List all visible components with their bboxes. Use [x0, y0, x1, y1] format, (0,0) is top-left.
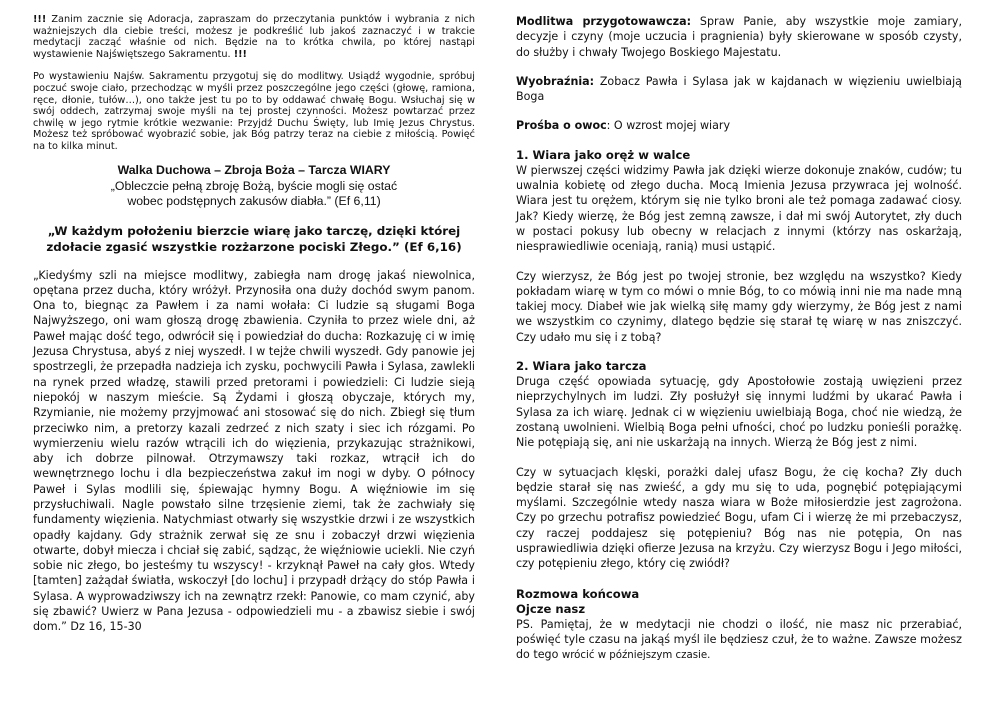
fruit-request-text: : O wzrost mojej wiary: [606, 119, 731, 133]
preparatory-prayer: [516, 14, 962, 60]
intro-marks-open: !!!: [33, 14, 47, 25]
meditation-title: Walka Duchowa – Zbroja Boża – Tarcza WIARY: [117, 162, 391, 177]
preparatory-prayer-text: Spraw Panie, aby wszystkie moje zamiary, decyzje i czyny (moje uczucia i pragnienia) były skierowane w sposób czysty, do służby i chwały Twojego Boskiego Majestatu.: [516, 15, 962, 59]
point-1-question: Czy wierzysz, że Bóg jest po twojej stronie, bez względu na wszystko? Kiedy pokładam wiarę w tym co mówi o mnie Bóg, to co mówią inni nie ma nade mną takiej mocy. Diabeł wie jak wielką siłę mamy gdy wierzymy, że Bóg jest z nami we wszystkim co czynimy, dlatego będzie się starał tę wiarę w nas zniszczyć. Czy udało mu się i z tobą?: [516, 269, 962, 344]
ps-note: [516, 617, 962, 664]
intro-note: [33, 14, 475, 60]
point-2-heading: 2. Wiara jako tarcza: [516, 359, 647, 374]
right-column: [516, 14, 962, 664]
ps-text: PS. Pamiętaj, że w medytacji nie chodzi o ilość, nie masz nic przerabiać, poświęć tyle czasu na jakąś myśl ile będziesz czuł, że to ważne. Zawsze możesz do tego: [516, 617, 962, 662]
subtitle-line-1: „Obleczcie pełną zbroję Bożą, byście mogli się ostać: [110, 178, 398, 193]
point-2-text: Druga część opowiada sytuację, gdy Apostołowie zostają uwięzieni przez nieprzychylnych im ludzi. Zły posłużył się innymi ludźmi by ukarać Pawła i Sylasa za ich wiarę. Jednak ci w więzieniu uwielbiają Boga, choć nie wiedzą, że zostaną uwolnieni. Wielbią Boga pełni ufności, choć po ludzku ponieśli porażkę. Nie potępiają się, ani nie uskarżają na innych. Wierzą że Bóg jest z nimi.: [516, 375, 962, 450]
point-1-heading: 1. Wiara jako oręż w walce: [516, 147, 691, 162]
imagination-text: Zobacz Pawła i Sylasa jak w kajdanach w więzieniu uwielbiają Boga: [516, 74, 962, 104]
point-1-text: W pierwszej części widzimy Pawła jak dzięki wierze dokonuje znaków, cudów; tu uwalnia kobietę od złego ducha. Mocą Imienia Jezusa przywraca jej wolność. Wiara jest tu orężem, którym się nie tylko broni ale też pomaga zadawać ciosy. Jak? Kiedy wierzę, że Bóg jest zemną zawsze, i dał mi swój Autorytet, zły duch w postaci pokusy lub obecny w relacjach z innymi (którzy nas oskarżają, niesprawiedliwie oceniają, ranią) musi ustąpić.: [516, 163, 962, 254]
subtitle-line-2: wobec podstępnych zakusów diabła.” (Ef 6,11): [127, 194, 381, 209]
instruction-text: Po wystawieniu Najśw. Sakramentu przygotuj się do modlitwy. Usiądź wygodnie, spróbuj poczuć swoje ciało, przechodząc w myśli przez poszczególne jego części (głowę, ramiona, ręce, dłonie, tułów…), ono także jest tu po to by oddawać chwałę Bogu. Wsłuchaj się w swój oddech, zatrzymaj swoje myśli na tej prostej czynności. Możesz powtarzać przez chwilę w jego rytmie krótkie wezwanie: Przyjdź Duchu Święty, lub Imię Jezus Chrystus. Możesz też spróbować wyobrazić sobie, jak Bóg patrzy teraz na ciebie z miłością. Powięć na to kilka minut.: [33, 71, 475, 152]
imagination: [516, 74, 962, 105]
intro-text: Zanim zacznie się Adoracja, zapraszam do przeczytania punktów i wybrania z nich ważniejszych dla ciebie treści, możesz je podkreślić lub jakoś zaznaczyć i w trakcie medytacji zacząć właśnie od nich. Będzie na to krótka chwila, po której nastąpi wystawienie Najświętszego Sakramentu.: [33, 14, 475, 60]
intro-marks-close: !!!: [233, 48, 247, 60]
ps-tail: wrócić w późniejszym czasie.: [561, 650, 711, 662]
left-column: [33, 14, 475, 635]
key-verse: „W każdym położeniu bierzcie wiarę jako tarczę, dzięki której zdołacie zgasić wszystkie rozżarzone pociski Złego.” (Ef 6,16): [46, 223, 462, 254]
scripture-passage: „Kiedyśmy szli na miejsce modlitwy, zabiegła nam drogę jakaś niewolnica, opętana przez ducha, który wróżył. Przynosiła ona duży dochód swym panom. Ona to, biegnąc za Pawłem i za nami wołała: Ci ludzie są sługami Boga Najwyższego, oni wam głoszą drogę zbawienia. Czyniła to przez wiele dni, aż Paweł mając dość tego, odwrócił się i powiedział do ducha: Rozkazuję ci w imię Jezusa Chrystusa, abyś z niej wyszedł. I w tejże chwili wyszedł. Gdy panowie jej spostrzegli, że przepadła nadzieja ich zysku, pochwycili Pawła i Sylasa, zawlekli na rynek przed władzę, stawili przed pretorami i powiedzieli: Ci ludzie sieją niepokój w naszym mieście. Są Żydami i głoszą obyczaje, których my, Rzymianie, nie możemy przyjmować ani stosować się do nich. Zbiegł się tłum przeciwko nim, a pretorzy kazali zedrzeć z nich szaty i siec ich rózgami. Po wymierzeniu wielu razów wtrącili ich do więzienia, przykazując strażnikowi, aby ich dobrze pilnował. Otrzymawszy taki rozkaz, wtrącił ich do wewnętrznego lochu i dla bezpieczeństwa zakuł im nogi w dyby. O północy Paweł i Sylas modlili się, śpiewając hymny Bogu. A więźniowie im się przysłuchiwali. Nagle powstało silne trzęsienie ziemi, tak że zachwiały się fundamenty więzienia. Natychmiast otwarły się wszystkie drzwi i ze wszystkich opadły kajdany. Gdy strażnik zerwał się ze snu i zobaczył drzwi więzienia otwarte, dobył miecza i chciał się zabić, sądząc, że więźniowie uciekli. Nie czyń sobie nic złego, bo jesteśmy tu wszyscy! - krzyknął Paweł na cały głos. Wtedy [tamten] zażądał światła, wskoczył [do lochu] i przypadł drżący do stóp Pawła i Sylasa. A wyprowadziwszy ich na zewnątrz rzekł: Panowie, co mam czynić, aby się zbawić? Uwierz w Pana Jezusa - odpowiedzieli mu - a zbawisz siebie i swój dom.” Dz 16, 15-30: [33, 268, 475, 634]
imagination-label: Wyobraźnia:: [516, 74, 595, 88]
fruit-request-label: Prośba o owoc: [516, 119, 607, 133]
closing-prayer: Ojcze nasz: [516, 601, 586, 616]
preparatory-prayer-label: Modlitwa przygotowawcza:: [516, 15, 692, 28]
fruit-request: [516, 118, 962, 133]
point-2-question: Czy w sytuacjach klęski, porażki dalej ufasz Bogu, że cię kocha? Zły duch będzie starał się nas zwieść, a gdy mu się to uda, pognębić potępiającymi myślami. Szczególnie wtedy nasza wiara w Boże miłosierdzie jest zagrożona. Czy po grzechu potrafisz powiedzieć Bogu, ufam Ci i wierzę że mi przebaczysz, czy raczej poddajesz się potępieniu? Bóg nas nie potępia, On nas usprawiedliwia dzięki ofierze Jezusa na krzyżu. Czy wierzysz Bogu i Jego miłości, czy potępieniu złego, który cię zwiódł?: [516, 465, 962, 571]
closing-heading: Rozmowa końcowa: [516, 586, 640, 601]
